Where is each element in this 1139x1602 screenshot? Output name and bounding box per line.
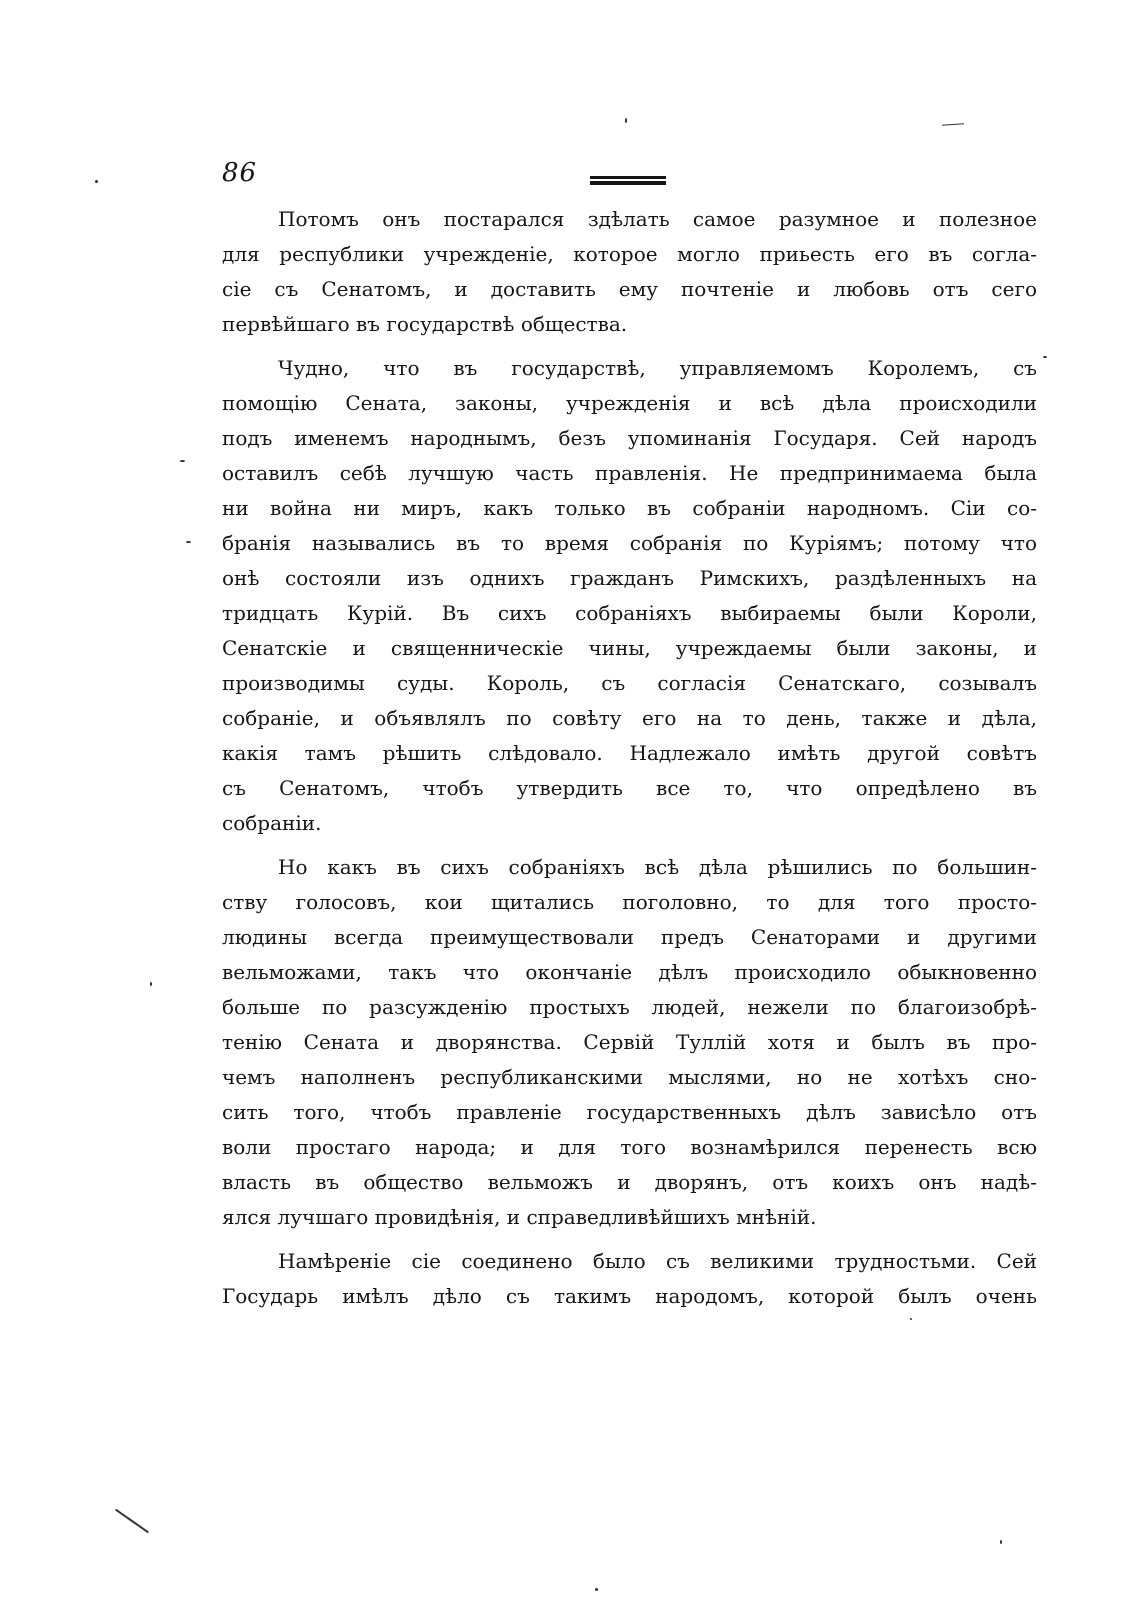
paragraph (222, 1244, 1037, 1314)
text-line: тенію Сената и дворянства. Сервій Туллій хотя и былъ въ про- (222, 1030, 1037, 1054)
scan-mark (942, 123, 964, 126)
text-line: производимы суды. Король, съ согласія Сенатскаго, созывалъ (222, 671, 1037, 695)
text-line: собраніе, и объявлялъ по совѣту его на то день, также и дѣла, (222, 706, 1037, 730)
scan-speck (625, 118, 627, 123)
scan-speck (1000, 1540, 1002, 1544)
scan-speck (180, 460, 185, 462)
scan-speck (595, 1588, 598, 1591)
text-line: подъ именемъ народнымъ, безъ упоминанія Государя. Сей народъ (222, 426, 1037, 450)
text-line: Намѣреніе сіе соединено было съ великими трудностьми. Сей (278, 1249, 1037, 1273)
text-line: власть въ общество вельможъ и дворянъ, отъ коихъ онъ надѣ- (222, 1170, 1037, 1194)
text-line: Но какъ въ сихъ собраніяхъ всѣ дѣла рѣшились по большин- (278, 855, 1037, 879)
text-line: первѣйшаго въ государствѣ общества. (222, 312, 628, 336)
text-line: воли простаго народа; и для того вознамѣрился перенесть всю (222, 1135, 1037, 1159)
text-line: оставилъ себѣ лучшую часть правленія. Не предпринимаема была (222, 461, 1037, 485)
text-line: ству голосовъ, кои щитались поголовно, то для того просто- (222, 890, 1037, 914)
scan-speck (95, 180, 98, 183)
text-line: бранія назывались въ то время собранія по Куріямъ; потому что (222, 531, 1037, 555)
text-line: сіе съ Сенатомъ, и доставить ему почтеніе и любовь отъ сего (222, 277, 1037, 301)
header-rule-top-bar (590, 176, 666, 179)
header-rule-bottom-bar (590, 181, 666, 185)
scan-speck (186, 541, 191, 543)
header-ornament-rule (590, 176, 666, 185)
body-text (222, 202, 1037, 1314)
text-line: онѣ состояли изъ однихъ гражданъ Римскихъ, раздѣленныхъ на (222, 566, 1037, 590)
paragraph (222, 351, 1037, 841)
scan-speck (910, 1318, 912, 1320)
text-line: вельможами, такъ что окончаніе дѣлъ происходило обыкновенно (222, 960, 1037, 984)
text-line: помощію Сената, законы, учрежденія и всѣ дѣла происходили (222, 391, 1037, 415)
text-line: чемъ наполненъ республиканскими мыслями, но не хотѣхъ сно- (222, 1065, 1037, 1089)
text-line: Чудно, что въ государствѣ, управляемомъ Королемъ, съ (278, 356, 1037, 380)
text-line: ни война ни миръ, какъ только въ собраніи народномъ. Сіи со- (222, 496, 1037, 520)
text-line: людины всегда преимуществовали предъ Сенаторами и другими (222, 925, 1037, 949)
text-line: какія тамъ рѣшить слѣдовало. Надлежало имѣть другой совѣтъ (222, 741, 1037, 765)
text-line: Потомъ онъ постарался здѣлать самое разумное и полезное (278, 207, 1037, 231)
paragraph (222, 202, 1037, 342)
paragraph (222, 850, 1037, 1235)
text-line: ялся лучшаго провидѣнія, и справедливѣйшихъ мнѣній. (222, 1205, 817, 1229)
text-line: для республики учрежденіе, которое могло приьесть его въ согла- (222, 242, 1037, 266)
text-line: тридцать Курій. Въ сихъ собраніяхъ выбираемы были Короли, (222, 601, 1037, 625)
page-number: 86 (222, 158, 258, 188)
text-line: съ Сенатомъ, чтобъ утвердить все то, что опредѣлено въ (222, 776, 1037, 800)
text-line: Сенатскіе и священническіе чины, учреждаемы были законы, и (222, 636, 1037, 660)
scan-speck (1043, 356, 1047, 358)
text-line: сить того, чтобъ правленіе государственныхъ дѣлъ зависѣло отъ (222, 1100, 1037, 1124)
scan-mark (115, 1509, 149, 1534)
text-line: собраніи. (222, 811, 322, 835)
text-line: Государь имѣлъ дѣло съ такимъ народомъ, которой былъ очень (222, 1284, 1037, 1308)
scan-speck (150, 982, 152, 986)
text-line: больше по разсужденію простыхъ людей, нежели по благоизобрѣ- (222, 995, 1037, 1019)
